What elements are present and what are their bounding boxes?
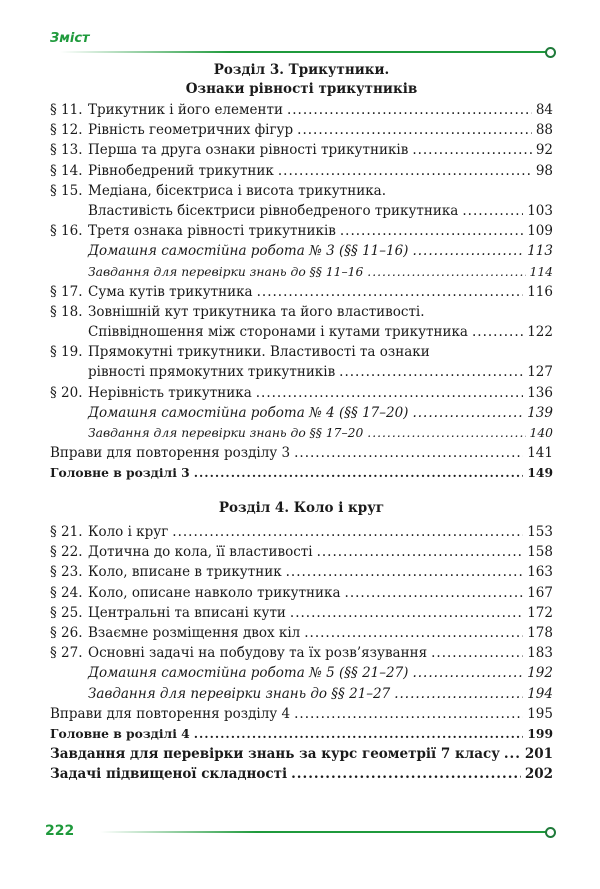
dot-leader (290, 603, 523, 623)
toc-entry-row[interactable] (50, 120, 553, 140)
page-ref: 167 (527, 584, 553, 601)
entry-title: Завдання для перевірки знань до §§ 11–16 (88, 264, 364, 279)
toc-entry-row[interactable] (50, 140, 553, 160)
indent (50, 663, 88, 683)
dot-leader (394, 684, 523, 704)
entry-title: Зовнішній кут трикутника та його властивості. (88, 303, 425, 320)
indent (50, 362, 88, 382)
dot-leader (412, 140, 532, 160)
toc-entry-row[interactable] (50, 383, 553, 403)
toc-entry-row[interactable] (50, 562, 553, 582)
dot-leader (412, 403, 523, 423)
entry-title: Рівність геометричних фігур (88, 122, 294, 139)
entry-title: Задачі підвищеної складності (50, 766, 288, 783)
page-ref: 202 (524, 766, 553, 783)
footer-rule (100, 831, 548, 833)
toc-entry-row[interactable] (50, 744, 553, 764)
page-ref: 199 (527, 725, 553, 741)
section-number: § 27. (50, 645, 83, 662)
entry-title: Головне в розділі 4 (50, 725, 190, 741)
section-number: § 22. (50, 544, 83, 561)
toc-entry-row[interactable] (50, 423, 553, 443)
entry-title: Головне в розділі 3 (50, 465, 190, 481)
entry-title: Вправи для повторення розділу 3 (50, 445, 291, 462)
dot-leader (294, 443, 523, 463)
section-number: § 25. (50, 604, 83, 621)
entry-title: Сума кутів трикутника (88, 283, 253, 300)
page-ref: 163 (527, 564, 553, 581)
entry-title: Вправи для повторення розділу 4 (50, 705, 291, 722)
entry-title: Третя ознака рівності трикутників (88, 223, 336, 240)
chapter-3-entries (50, 100, 553, 484)
dot-leader (294, 704, 523, 724)
dot-leader (291, 764, 521, 784)
page-ref: 122 (527, 324, 553, 341)
indent (50, 423, 88, 443)
toc-entry-row[interactable] (50, 161, 553, 181)
page-ref: 141 (527, 445, 553, 462)
dot-leader (194, 724, 524, 744)
dot-leader (286, 562, 524, 582)
dot-leader (472, 322, 523, 342)
dot-leader (340, 221, 523, 241)
section-number: § 20. (50, 384, 83, 401)
dot-leader (297, 120, 532, 140)
entry-title: Домашня самостійна робота № 5 (§§ 21–27) (88, 665, 409, 682)
toc-entry-row[interactable] (50, 403, 553, 423)
toc-entry-row[interactable] (50, 623, 553, 643)
entry-title: Центральні та вписані кути (88, 604, 286, 621)
entry-title: Властивість бісектриси рівнобедреного трикутника (88, 202, 459, 219)
entry-title: Домашня самостійна робота № 3 (§§ 11–16) (88, 243, 409, 260)
indent (50, 241, 88, 261)
page-ref: 153 (527, 524, 553, 540)
page-ref: 183 (527, 645, 553, 662)
page-ref: 88 (535, 122, 553, 139)
dot-leader (367, 262, 525, 282)
toc-entry-row[interactable] (50, 603, 553, 623)
entry-title: рівності прямокутних трикутників (88, 364, 336, 381)
page-ref: 116 (527, 283, 553, 300)
dot-leader (339, 362, 523, 382)
indent (50, 322, 88, 342)
section-number: § 13. (50, 142, 83, 159)
toc-entry-row[interactable] (50, 463, 553, 483)
page-ref: 84 (535, 102, 553, 118)
indent (50, 262, 88, 282)
page-ref: 136 (527, 384, 553, 401)
page-ref: 172 (527, 604, 553, 621)
entry-title: Рівнобедрений трикутник (88, 162, 274, 179)
dot-leader (412, 663, 523, 683)
dot-leader (462, 201, 523, 221)
page-number: 222 (45, 823, 75, 839)
section-number: § 15. (50, 182, 83, 199)
toc-entry-row[interactable] (50, 684, 553, 704)
chapter-4-heading (50, 499, 553, 518)
page-ref: 195 (527, 705, 553, 722)
page-ref: 158 (527, 544, 553, 561)
header-rule (60, 51, 548, 53)
chapter-3-title-line-1: Розділ 3. Трикутники. (213, 62, 390, 78)
entry-title: Медіана, бісектриса і висота трикутника. (88, 182, 386, 199)
chapter-4-title: Розділ 4. Коло і круг (218, 500, 385, 516)
chapter-4-entries (50, 522, 553, 784)
toc-entry-row[interactable] (50, 443, 553, 463)
toc-entry-row[interactable] (50, 764, 553, 784)
section-number: § 11. (50, 102, 83, 118)
section-number: § 12. (50, 122, 83, 139)
toc-entry-row[interactable] (50, 322, 553, 342)
indent (50, 403, 88, 423)
page-ref: 194 (527, 685, 553, 702)
entry-title: Завдання для перевірки знань за курс геометрії 7 класу (50, 746, 500, 763)
toc-entry-row[interactable] (50, 542, 553, 562)
page-ref: 113 (527, 243, 553, 260)
footer-rule-end-circle (545, 827, 556, 838)
section-number: § 23. (50, 564, 83, 581)
page-ref: 140 (529, 426, 553, 440)
dot-leader (412, 241, 523, 261)
entry-title: Коло і круг (88, 524, 169, 540)
toc-entry-row[interactable] (50, 643, 553, 663)
chapter-3-title-line-2: Ознаки рівності трикутників (185, 81, 418, 97)
page-ref: 201 (524, 746, 553, 763)
dot-leader (194, 463, 524, 483)
running-header: Зміст (50, 31, 90, 46)
dot-leader (367, 423, 525, 443)
toc-entry-row[interactable] (50, 282, 553, 302)
section-number: § 16. (50, 223, 83, 240)
dot-leader (287, 100, 532, 120)
section-number: § 26. (50, 624, 83, 641)
page-ref: 109 (527, 223, 553, 240)
section-number: § 14. (50, 162, 83, 179)
section-number: § 18. (50, 303, 83, 320)
page-ref: 139 (527, 404, 553, 421)
dot-leader (304, 623, 523, 643)
toc-entry-row[interactable] (50, 522, 553, 542)
section-number: § 24. (50, 584, 83, 601)
entry-title: Домашня самостійна робота № 4 (§§ 17–20) (88, 404, 409, 421)
entry-title: Нерівність трикутника (88, 384, 252, 401)
toc-entry-row[interactable] (50, 362, 553, 382)
entry-title: Коло, описане навколо трикутника (88, 584, 341, 601)
dot-leader (278, 161, 532, 181)
dot-leader (345, 583, 524, 603)
entry-title: Завдання для перевірки знань до §§ 17–20 (88, 426, 364, 440)
entry-title: Основні задачі на побудову та їх розв’язування (88, 645, 428, 662)
dot-leader (317, 542, 524, 562)
toc-entry-row[interactable] (50, 241, 553, 261)
section-number: § 21. (50, 524, 83, 540)
dot-leader (256, 383, 523, 403)
dot-leader (172, 522, 523, 542)
entry-title: Завдання для перевірки знань до §§ 21–27 (88, 685, 391, 702)
toc-entry-row[interactable] (50, 663, 553, 683)
indent (50, 684, 88, 704)
toc-entry-row[interactable] (50, 302, 553, 322)
toc-entry-row[interactable] (50, 583, 553, 603)
section-number: § 17. (50, 283, 83, 300)
entry-title: Дотична до кола, її властивості (88, 544, 313, 561)
entry-title: Прямокутні трикутники. Властивості та ознаки (88, 344, 430, 361)
dot-leader (504, 744, 521, 764)
page-ref: 92 (535, 142, 553, 159)
toc-entry-row[interactable] (50, 201, 553, 221)
page-ref: 103 (527, 202, 553, 219)
toc-entry-row[interactable] (50, 724, 553, 744)
toc-entry-row[interactable] (50, 181, 553, 201)
page-ref: 149 (527, 465, 553, 481)
page-ref: 127 (527, 364, 553, 381)
chapter-3-heading (50, 61, 553, 99)
dot-leader (257, 282, 524, 302)
entry-title: Трикутник і його елементи (88, 102, 283, 118)
toc-entry-row[interactable] (50, 342, 553, 362)
toc-entry-row[interactable] (50, 100, 553, 120)
dot-leader (431, 643, 523, 663)
entry-title: Взаємне розміщення двох кіл (88, 624, 301, 641)
entry-title: Співвідношення між сторонами і кутами трикутника (88, 324, 468, 341)
toc-entry-row[interactable] (50, 704, 553, 724)
section-number: § 19. (50, 344, 83, 361)
entry-title: Коло, вписане в трикутник (88, 564, 282, 581)
indent (50, 201, 88, 221)
page-ref: 98 (535, 162, 553, 179)
toc-entry-row[interactable] (50, 221, 553, 241)
page-ref: 178 (527, 624, 553, 641)
header-rule-end-circle (545, 47, 556, 58)
entry-title: Перша та друга ознаки рівності трикутників (88, 142, 409, 159)
toc-entry-row[interactable] (50, 262, 553, 282)
page-ref: 114 (529, 264, 553, 279)
page-ref: 192 (527, 665, 553, 682)
